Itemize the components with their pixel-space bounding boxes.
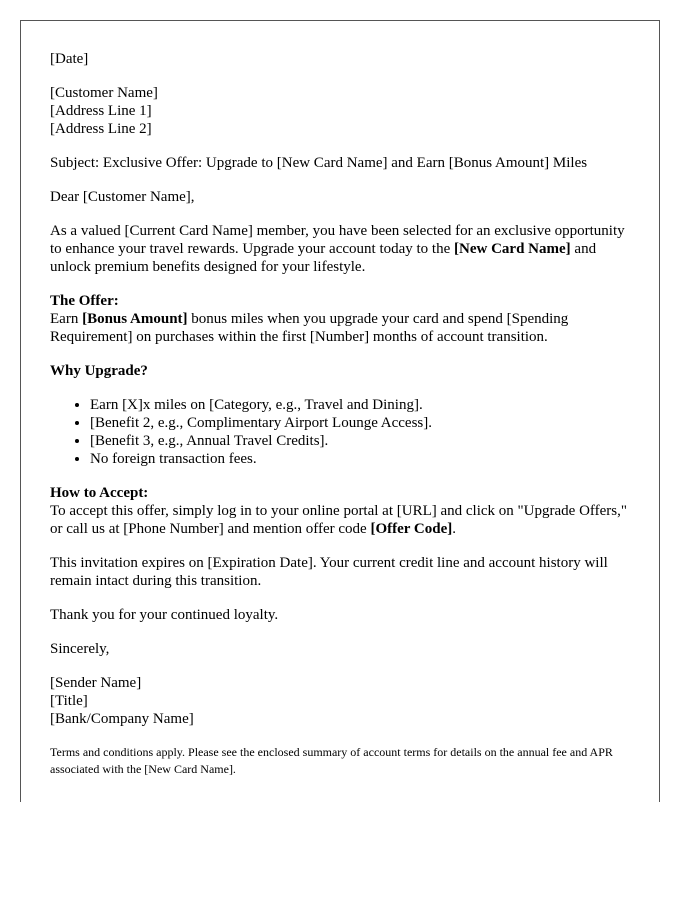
offer-paragraph (50, 310, 640, 346)
accept-offer-code: [Offer Code] (370, 521, 453, 537)
accept-text-after: . (452, 521, 456, 537)
accept-text-before: To accept this offer, simply log in to your online portal at [URL] and click on "Upgrade Offers," or call us at [Phone Number] and mention offer code (50, 503, 627, 537)
letter-body (50, 50, 640, 794)
list-item: • [Benefit 2, e.g., Complimentary Airport Lounge Access]. (90, 414, 640, 432)
how-to-accept-heading: How to Accept: (50, 485, 149, 501)
intro-text-after: and unlock premium benefits designed for your lifestyle. (50, 241, 597, 275)
sender-company: [Bank/Company Name] (50, 711, 194, 727)
offer-bonus-amount: [Bonus Amount] (82, 311, 188, 327)
why-upgrade-heading: Why Upgrade? (50, 363, 148, 379)
intro-text-before: As a valued [Current Card Name] member, you have been selected for an exclusive opportunity to enhance your travel rewards. Upgrade your account today to the (50, 223, 625, 257)
offer-heading: The Offer: (50, 293, 119, 309)
recipient-address (50, 84, 640, 138)
terms-footer: Terms and conditions apply. Please see the enclosed summary of account terms for details on the annual fee and APR associated with the [New Card Name]. (50, 745, 613, 776)
recipient-address-line-1: [Address Line 1] (50, 103, 152, 119)
offer-text-after: bonus miles when you upgrade your card and spend [Spending Requirement] on purchases within the first [Number] months of account transition. (50, 311, 569, 345)
sender-title: [Title] (50, 693, 88, 709)
intro-paragraph (50, 222, 640, 276)
benefits-list (50, 396, 640, 468)
list-item: • Earn [X]x miles on [Category, e.g., Travel and Dining]. (90, 396, 640, 414)
letter-date: [Date] (50, 51, 89, 67)
thanks-paragraph: Thank you for your continued loyalty. (50, 607, 279, 623)
list-item: • [Benefit 3, e.g., Annual Travel Credits]. (90, 432, 640, 450)
recipient-address-line-2: [Address Line 2] (50, 121, 152, 137)
list-item: • No foreign transaction fees. (90, 450, 640, 468)
letter-salutation: Dear [Customer Name], (50, 189, 195, 205)
letter-page (20, 20, 660, 802)
offer-section (50, 292, 640, 346)
letter-subject: Subject: Exclusive Offer: Upgrade to [New Card Name] and Earn [Bonus Amount] Miles (50, 155, 588, 171)
expiration-paragraph: This invitation expires on [Expiration Date]. Your current credit line and account history will remain intact during this transition. (50, 555, 608, 589)
how-to-accept-section (50, 484, 640, 538)
intro-new-card-name: [New Card Name] (454, 241, 571, 257)
offer-text-before: Earn (50, 311, 83, 327)
how-to-accept-paragraph (50, 502, 640, 538)
sender-name: [Sender Name] (50, 675, 142, 691)
signature-block (50, 674, 640, 728)
recipient-name: [Customer Name] (50, 85, 158, 101)
letter-closing: Sincerely, (50, 641, 110, 657)
